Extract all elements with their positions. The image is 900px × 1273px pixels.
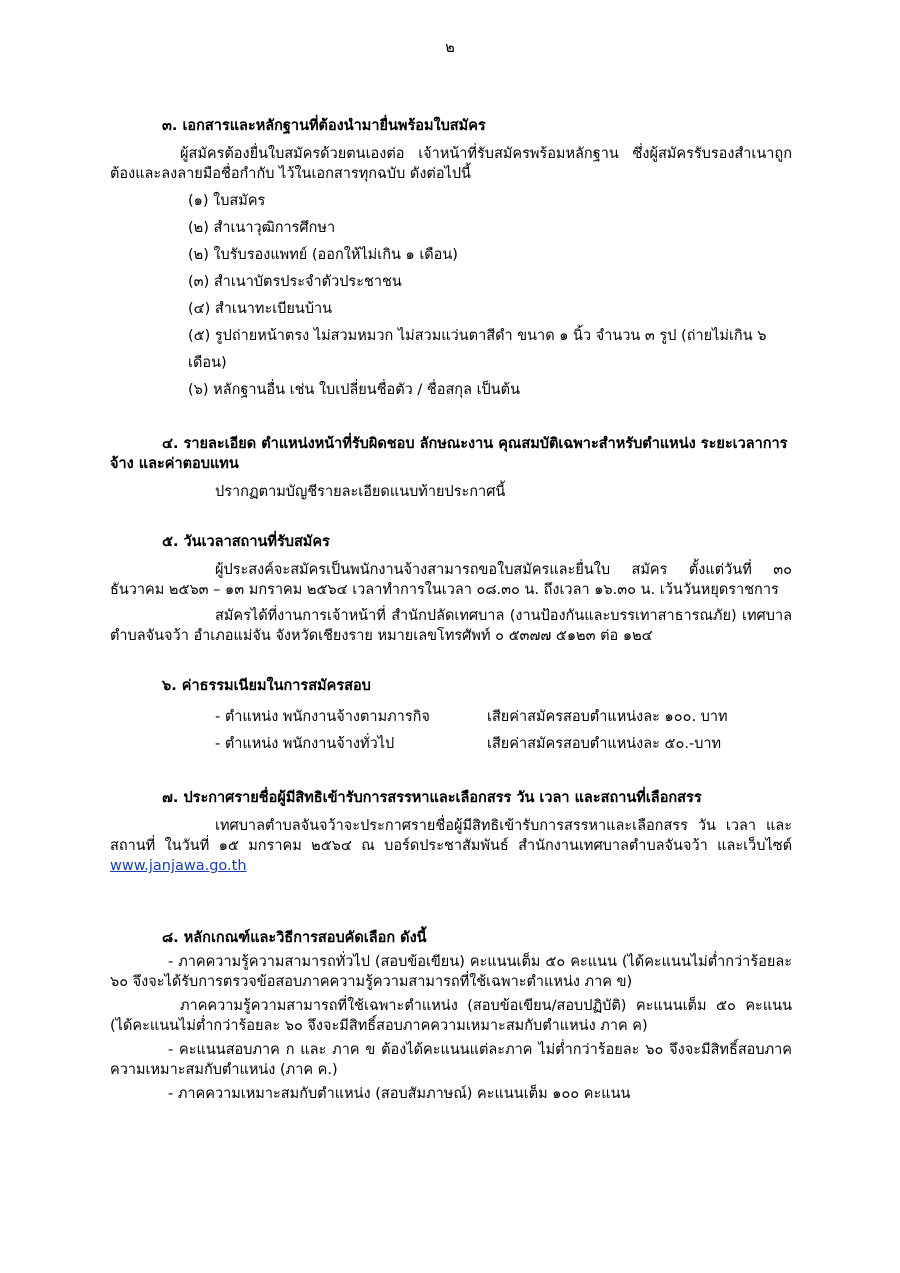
section-6-heading: ๖. ค่าธรรมเนียมในการสมัครสอบ [162,678,371,694]
criteria-item: - ภาคความเหมาะสมกับตำแหน่ง (สอบสัมภาษณ์) คะแนนเต็ม ๑๐๐ คะแนน [168,1086,631,1102]
section-5-heading: ๕. วันเวลาสถานที่รับสมัคร [162,534,330,550]
fee-row [110,731,792,758]
list-item: (๓) สำเนาบัตรประจำตัวประชาชน [188,274,402,290]
fee-position: - ตำแหน่ง พนักงานจ้างตามภารกิจ [215,709,430,725]
section-4-heading: ๔. รายละเอียด ตำแหน่งหน้าที่รับผิดชอบ ลักษณะงาน คุณสมบัติเฉพาะสำหรับตำแหน่ง ระยะเวลาการจ้าง และค่าตอบแทน [110,436,788,472]
section-5-period: ผู้ประสงค์จะสมัครเป็นพนักงานจ้างสามารถขอใบสมัครและยื่นใบ สมัคร ตั้งแต่วันที่ ๓๐ ธันวาคม ๒๕๖๓ – ๑๓ มกราคม ๒๕๖๔ เวลาทำการในเวลา ๐๘.๓๐ น. ถึงเวลา ๑๖.๓๐ น. เว้นวันหยุดราชการ [110,562,792,598]
fee-amount: เสียค่าสมัครสอบตำแหน่งละ ๕๐.-บาท [487,736,722,752]
list-item: (๔) สำเนาทะเบียนบ้าน [188,301,333,317]
section-fees [110,676,792,758]
document-list [110,188,792,404]
document-body [110,116,792,1108]
criteria-item: - ภาคความรู้ความสามารถทั่วไป (สอบข้อเขียน) คะแนนเต็ม ๕๐ คะแนน (ได้คะแนนไม่ต่ำกว่าร้อยละ ๖๐ จึงจะได้รับการตรวจข้อสอบภาคความรู้ความสามารถที่ใช้เฉพาะตำแหน่ง ภาค ข) [110,954,792,990]
section-position-details [110,434,792,502]
list-item: (๕) รูปถ่ายหน้าตรง ไม่สวมหมวก ไม่สวมแว่นตาสีดำ ขนาด ๑ นิ้ว จำนวน ๓ รูป (ถ่ายไม่เกิน ๖ เดือน) [188,328,767,371]
fee-position: - ตำแหน่ง พนักงานจ้างทั่วไป [215,736,395,752]
section-7-body [110,816,792,876]
section-7-heading: ๗. ประกาศรายชื่อผู้มีสิทธิเข้ารับการสรรหาและเลือกสรร วัน เวลา และสถานที่เลือกสรร [162,790,702,806]
section-application-schedule [110,532,792,646]
section-3-intro: ผู้สมัครต้องยื่นใบสมัครด้วยตนเองต่อ เจ้าหน้าที่รับสมัครพร้อมหลักฐาน ซึ่งผู้สมัครรับรองสำเนาถูกต้องและลงลายมือชื่อกำกับ ไว้ในเอกสารทุกฉบับ ดังต่อไปนี้ [110,146,792,182]
page-number: ๒ [445,40,455,56]
section-8-heading: ๘. หลักเกณฑ์และวิธีการสอบคัดเลือก ดังนี้ [162,930,427,946]
section-announcement [110,788,792,876]
website-link[interactable]: www.janjawa.go.th [110,858,247,874]
criteria-item: - คะแนนสอบภาค ก และ ภาค ข ต้องได้คะแนนแต่ละภาค ไม่ต่ำกว่าร้อยละ ๖๐ จึงจะมีสิทธิ์สอบภาคความเหมาะสมกับตำแหน่ง (ภาค ค.) [110,1042,792,1078]
section-5-location: สมัครได้ที่งานการเจ้าหน้าที่ สำนักปลัดเทศบาล (งานป้องกันและบรรเทาสาธารณภัย) เทศบาลตำบลจันจว้า อำเภอแม่จัน จังหวัดเชียงราย หมายเลขโทรศัพท์ ๐ ๕๓๗๗ ๕๑๒๓ ต่อ ๑๒๔ [110,608,792,644]
criteria-item: ภาคความรู้ความสามารถที่ใช้เฉพาะตำแหน่ง (สอบข้อเขียน/สอบปฏิบัติ) คะแนนเต็ม ๕๐ คะแนน (ได้คะแนนไม่ต่ำกว่าร้อยละ ๖๐ จึงจะมีสิทธิ์สอบภาคความเหมาะสมกับตำแหน่ง ภาค ค) [110,998,792,1034]
section-4-body: ปรากฏตามบัญชีรายละเอียดแนบท้ายประกาศนี้ [215,484,506,500]
section-selection-criteria [110,928,792,1104]
section-3-heading: ๓. เอกสารและหลักฐานที่ต้องนำมายื่นพร้อมใบสมัคร [162,118,486,134]
list-item: (๒) ใบรับรองแพทย์ (ออกให้ไม่เกิน ๑ เดือน) [188,247,458,263]
fee-amount: เสียค่าสมัครสอบตำแหน่งละ ๑๐๐. บาท [487,709,728,725]
fee-row [110,704,792,731]
list-item: (๒) สำเนาวุฒิการศึกษา [188,220,336,236]
list-item: (๑) ใบสมัคร [188,193,266,209]
section-7-text: เทศบาลตำบลจันจว้าจะประกาศรายชื่อผู้มีสิทธิเข้ารับการสรรหาและเลือกสรร วัน เวลา และ สถานที่ ในวันที่ ๑๕ มกราคม ๒๕๖๔ ณ บอร์ดประชาสัมพันธ์ สำนักงานเทศบาลตำบลจันจว้า และเว็บไซต์ [110,818,792,854]
section-documents [110,116,792,404]
list-item: (๖) หลักฐานอื่น เช่น ใบเปลี่ยนชื่อตัว / ชื่อสกุล เป็นต้น [188,382,520,398]
